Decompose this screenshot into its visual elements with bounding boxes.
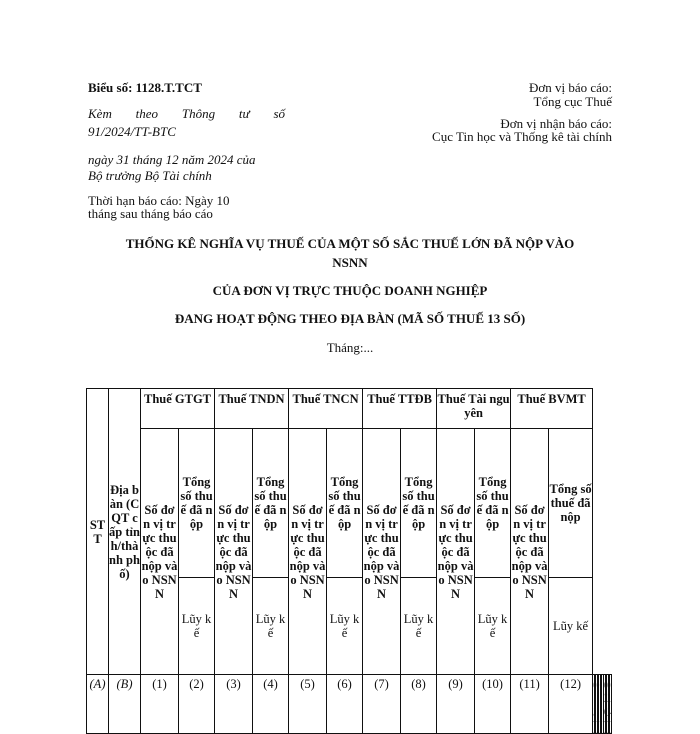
column-code: (4) xyxy=(253,675,289,734)
sub-header-units-environment: Số đơn vị trực thuộc đã nộp vào NSNN xyxy=(511,429,549,675)
title-line-2: NSNN xyxy=(332,255,368,270)
table-row xyxy=(87,429,612,578)
attach-line-1: Kèm theo Thông tư số xyxy=(88,106,285,121)
column-code: (3) xyxy=(215,675,253,734)
group-header-vat: Thuế GTGT xyxy=(141,389,215,429)
tax-statistics-table xyxy=(86,388,612,734)
phase-cumulative: Lũy kế xyxy=(253,578,289,675)
deadline-line-2: tháng sau tháng báo cáo xyxy=(88,206,213,221)
column-code: (1) xyxy=(141,675,179,734)
phase-cumulative: Lũy kế xyxy=(401,578,437,675)
sub-header-units-resource: Số đơn vị trực thuộc đã nộp vào NSNN xyxy=(437,429,475,675)
group-header-excise: Thuế TTĐB xyxy=(363,389,437,429)
sub-header-units-pit: Số đơn vị trực thuộc đã nộp vào NSNN xyxy=(289,429,327,675)
phase-cumulative: Lũy kế xyxy=(549,578,593,675)
date-line-2: Bộ trưởng Bộ Tài chính xyxy=(88,168,212,183)
column-code: (5) xyxy=(289,675,327,734)
column-code: (10) xyxy=(475,675,511,734)
column-code: (9) xyxy=(437,675,475,734)
sub-header-units-cit: Số đơn vị trực thuộc đã nộp vào NSNN xyxy=(215,429,253,675)
sub-header-total-vat: Tổng số thuế đã nộp xyxy=(179,429,215,578)
stt-header: STT xyxy=(87,389,109,675)
group-header-pit: Thuế TNCN xyxy=(289,389,363,429)
receiving-unit-label: Đơn vị nhận báo cáo: xyxy=(500,116,612,131)
sub-header-total-pit: Tổng số thuế đã nộp xyxy=(327,429,363,578)
sub-header-units-excise: Số đơn vị trực thuộc đã nộp vào NSNN xyxy=(363,429,401,675)
area-header: Địa bàn (CQT cấp tỉnh/thành phố) xyxy=(109,389,141,675)
form-number: Biểu số: 1128.T.TCT xyxy=(88,80,202,95)
sub-header-total-resource: Tổng số thuế đã nộp xyxy=(475,429,511,578)
column-code: (8) xyxy=(401,675,437,734)
column-code: (7) xyxy=(363,675,401,734)
reporting-unit-label: Đơn vị báo cáo: xyxy=(528,80,612,95)
reporting-unit-value: Tổng cục Thuế xyxy=(533,94,612,109)
date-line-1: ngày 31 tháng 12 năm 2024 của xyxy=(88,152,256,167)
group-header-cit: Thuế TNDN xyxy=(215,389,289,429)
title-line-4: ĐANG HOẠT ĐỘNG THEO ĐỊA BÀN (MÃ SỐ THUẾ 13 SỐ) xyxy=(174,311,526,326)
title-line-3: CỦA ĐƠN VỊ TRỰC THUỘC DOANH NGHIỆP xyxy=(212,283,488,298)
sub-header-units-vat: Số đơn vị trực thuộc đã nộp vào NSNN xyxy=(141,429,179,675)
column-code: (6) xyxy=(327,675,363,734)
sub-header-total-excise: Tổng số thuế đã nộp xyxy=(401,429,437,578)
phase-cumulative: Lũy kế xyxy=(475,578,511,675)
sub-header-total-environment: Tổng số thuế đã nộp xyxy=(549,429,593,578)
group-header-resource: Thuế Tài nguyên xyxy=(437,389,511,429)
sub-header-total-cit: Tổng số thuế đã nộp xyxy=(253,429,289,578)
table-row xyxy=(87,389,612,429)
table-body xyxy=(87,389,612,734)
phase-cumulative: Lũy kế xyxy=(327,578,363,675)
phase-cumulative: Lũy kế xyxy=(179,578,215,675)
group-header-environment: Thuế BVMT xyxy=(511,389,593,429)
column-code: (12) xyxy=(549,675,593,734)
report-month: Tháng:... xyxy=(326,340,374,355)
column-code: (A) xyxy=(87,675,109,734)
attach-line-2: 91/2024/TT-BTC xyxy=(88,124,176,139)
table-row xyxy=(87,675,612,734)
column-code: (B) xyxy=(109,675,141,734)
deadline-line-1: Thời hạn báo cáo: Ngày 10 xyxy=(88,193,230,208)
column-code: (11) xyxy=(511,675,549,734)
title-line-1: THỐNG KÊ NGHĨA VỤ THUẾ CỦA MỘT SỐ SẮC THUẾ LỚN ĐÃ NỘP VÀO xyxy=(125,236,575,251)
receiving-unit-value: Cục Tin học và Thống kê tài chính xyxy=(432,129,612,144)
column-code: (2) xyxy=(179,675,215,734)
column-code xyxy=(610,675,612,734)
